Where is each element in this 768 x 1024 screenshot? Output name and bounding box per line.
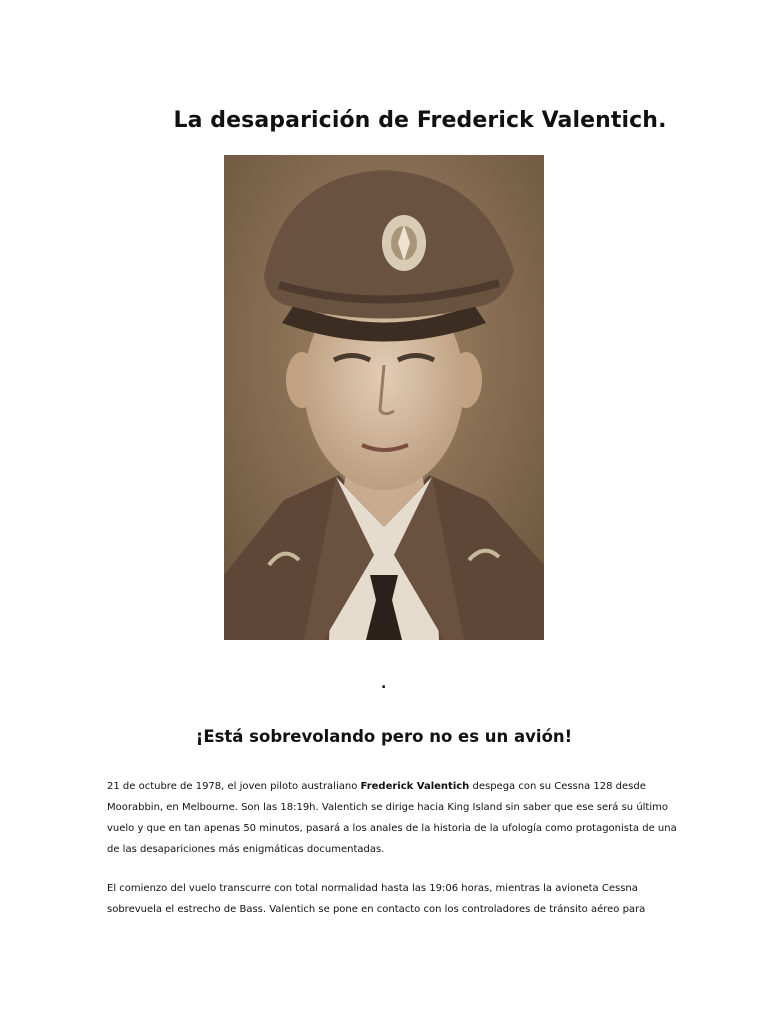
paragraph-1: [107, 776, 677, 860]
portrait-photo: [224, 155, 544, 640]
section-subtitle: ¡Está sobrevolando pero no es un avión!: [195, 727, 573, 746]
document-title: La desaparición de Frederick Valentich.: [173, 108, 667, 133]
separator-dot: .: [381, 676, 387, 692]
portrait-illustration: [224, 155, 544, 640]
paragraph-2: El comienzo del vuelo transcurre con total normalidad hasta las 19:06 horas, mientras la avioneta Cessna sobrevuela el estrecho de Bass. Valentich se pone en contacto con los controladores de tránsito aéreo para: [107, 883, 646, 915]
paragraph-1-lead: 21 de octubre de 1978, el joven piloto australiano: [107, 781, 361, 792]
paragraph-1-rest: despega con su Cessna 128 desde Moorabbin, en Melbourne. Son las 18:19h. Valentich se dirige hacia King Island sin saber que ese será su último vuelo y que en tan apenas 50 minutos, pasará a los anales de la historia de la ufología como protagonista de una de las desapariciones más enigmáticas documentadas.: [107, 781, 677, 855]
pilot-name: Frederick Valentich: [360, 781, 470, 792]
